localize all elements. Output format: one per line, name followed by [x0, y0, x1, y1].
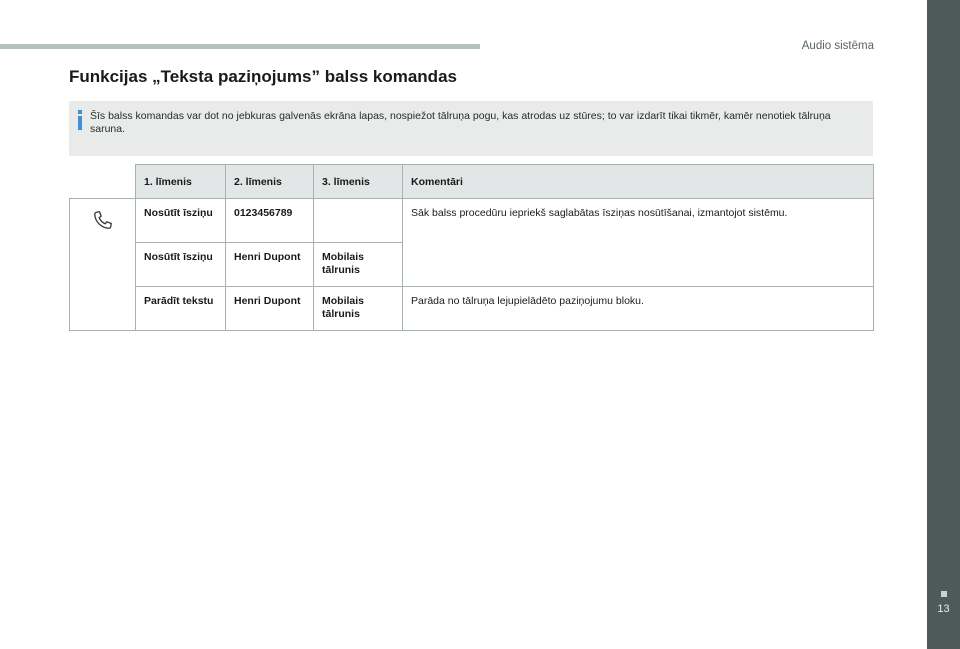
row-2-level-2: Henri Dupont [226, 243, 314, 287]
section-label: Audio sistēma [801, 40, 874, 52]
row-2-level-3: Mobilais tālrunis [314, 243, 403, 287]
table-corner-cell [70, 165, 136, 199]
column-header-level-1: 1. līmenis [136, 165, 226, 199]
row-1-comment: Sāk balss procedūru iepriekš saglabātas īsziņas nosūtīšanai, izmantojot sistēmu. [403, 199, 874, 287]
column-header-level-3: 3. līmenis [314, 165, 403, 199]
page-number: 13 [937, 603, 950, 615]
table-row [70, 199, 874, 243]
row-3-comment: Parāda no tālruņa lejupielādēto paziņojumu bloku. [403, 287, 874, 331]
row-3-level-2: Henri Dupont [226, 287, 314, 331]
table-row [70, 287, 874, 331]
info-icon [77, 110, 83, 130]
column-header-level-2: 2. līmenis [226, 165, 314, 199]
voice-commands-table [69, 164, 874, 331]
row-3-level-3: Mobilais tālrunis [314, 287, 403, 331]
row-3-level-1: Parādīt tekstu [136, 287, 226, 331]
side-bar [927, 0, 960, 649]
row-1-level-2: 0123456789 [226, 199, 314, 243]
page-title: Funkcijas „Teksta paziņojums” balss komandas [69, 67, 457, 86]
row-2-level-1: Nosūtīt īsziņu [136, 243, 226, 287]
phone-icon [92, 209, 114, 231]
row-1-level-3 [314, 199, 403, 243]
header-rule [0, 44, 480, 49]
row-1-level-1: Nosūtīt īsziņu [136, 199, 226, 243]
phone-icon-cell [70, 199, 136, 331]
page-marker [941, 591, 947, 597]
info-note-text: Šīs balss komandas var dot no jebkuras galvenās ekrāna lapas, nospiežot tālruņa pogu, kas atrodas uz stūres; to var izdarīt tikai tikmēr, kamēr nenotiek tālruņa saruna. [90, 110, 831, 135]
table-header-row [70, 165, 874, 199]
column-header-comments: Komentāri [403, 165, 874, 199]
info-note [69, 101, 873, 156]
